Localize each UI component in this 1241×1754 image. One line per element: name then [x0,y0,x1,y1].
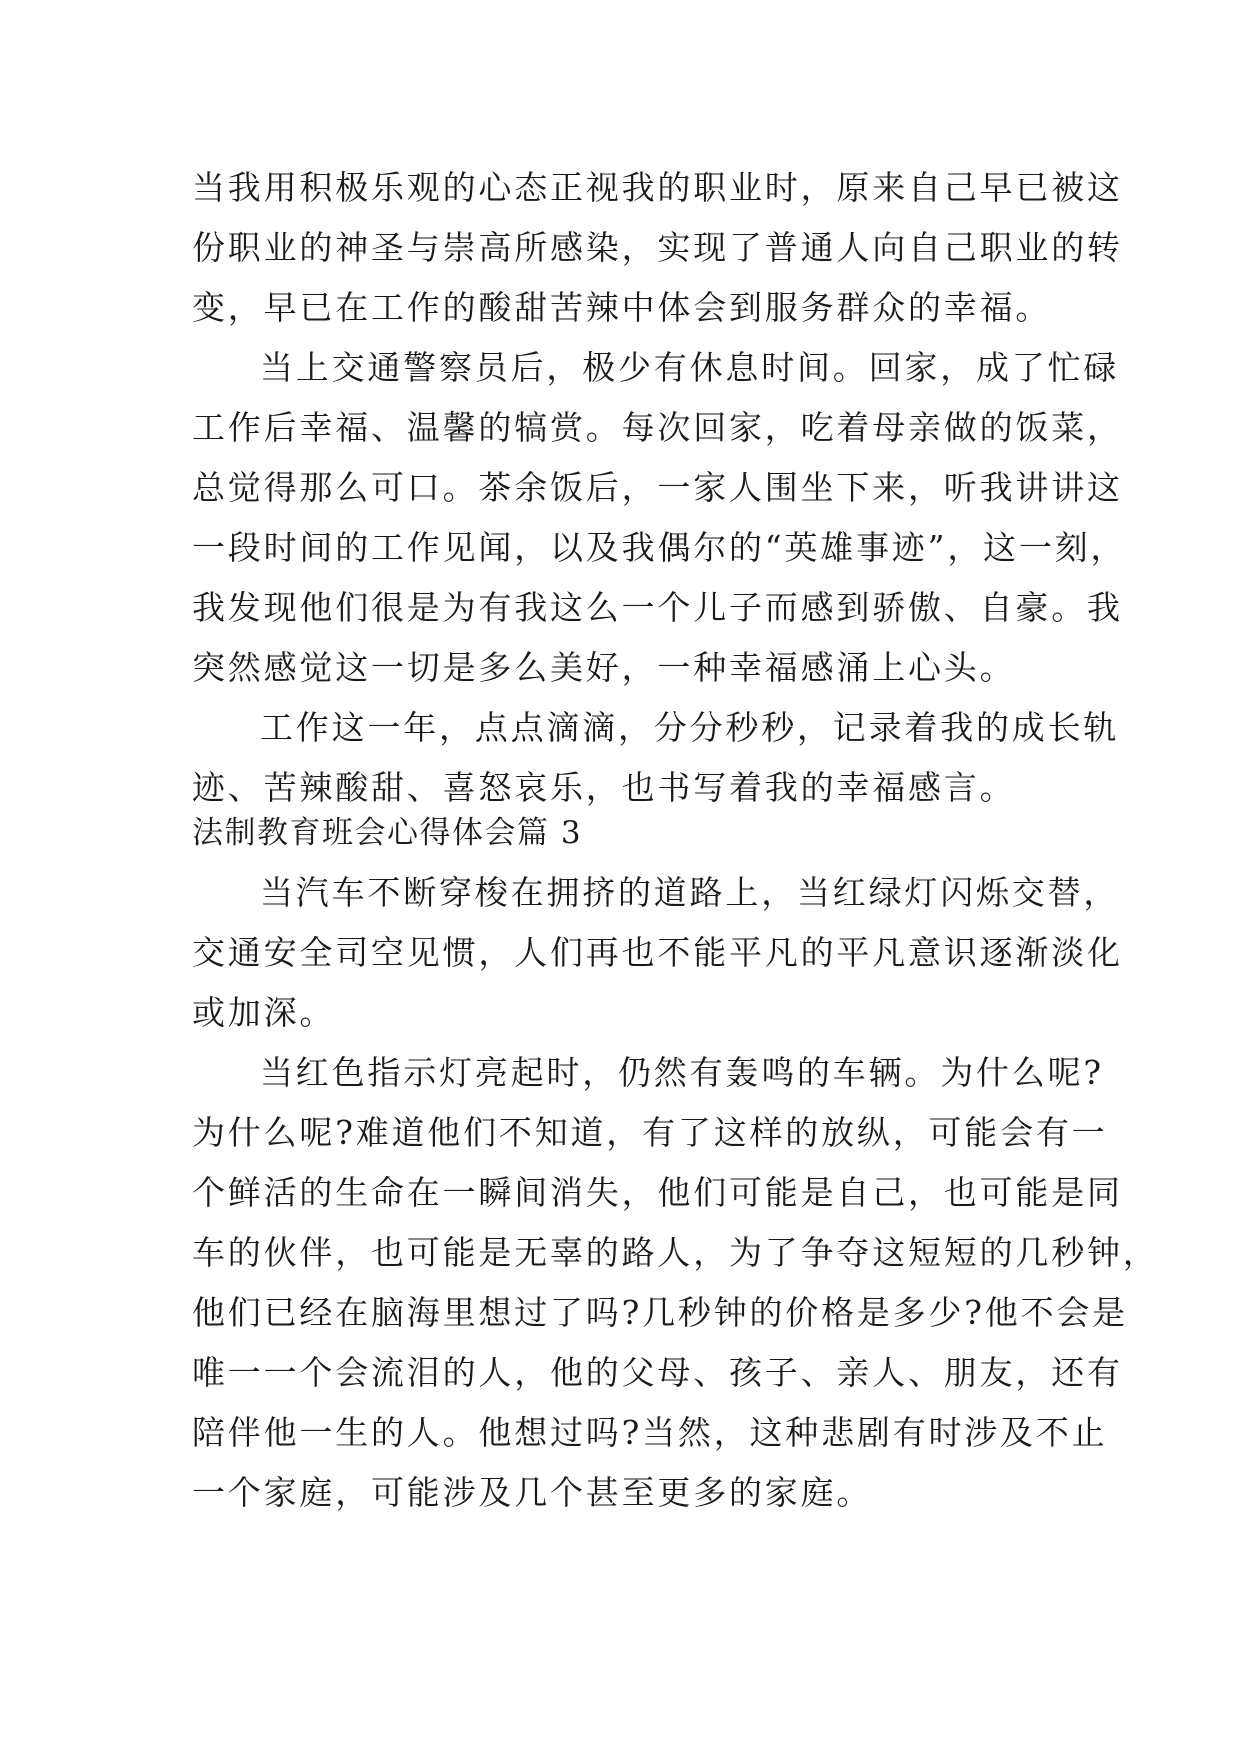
text-line: 唯一一个会流泪的人，他的父母、孩子、亲人、朋友，还有 [192,1353,1123,1392]
paragraph-start-line: 当红色指示灯亮起时，仍然有轰鸣的车辆。为什么呢? [260,1053,1104,1092]
text-line: 他们已经在脑海里想过了吗?几秒钟的价格是多少?他不会是 [192,1293,1128,1332]
text-line: 或加深。 [192,993,336,1032]
text-line: 交通安全司空见惯，人们再也不能平凡的平凡意识逐渐淡化 [192,933,1123,972]
text-line: 陪伴他一生的人。他想过吗?当然，这种悲剧有时涉及不止 [192,1413,1108,1452]
text-line: 突然感觉这一切是多么美好，一种幸福感涌上心头。 [192,648,1016,687]
section-2-text [192,863,1159,1523]
text-line: 工作后幸福、温馨的犒赏。每次回家，吃着母亲做的饭菜， [192,408,1123,447]
paragraph-start-line: 当汽车不断穿梭在拥挤的道路上，当红绿灯闪烁交替， [260,873,1120,912]
section-1-text [192,158,1127,818]
section-heading: 法制教育班会心得体会篇 3 [192,815,583,851]
paragraph-start-line: 当上交通警察员后，极少有休息时间。回家，成了忙碌 [260,348,1120,387]
text-line: 车的伙伴，也可能是无辜的路人，为了争夺这短短的几秒钟， [192,1233,1159,1272]
text-line: 总觉得那么可口。茶余饭后，一家人围坐下来，听我讲讲这 [192,468,1123,507]
text-line: 当我用积极乐观的心态正视我的职业时，原来自己早已被这 [192,168,1123,207]
text-line: 为什么呢?难道他们不知道，有了这样的放纵，可能会有一 [192,1113,1108,1152]
text-line: 一段时间的工作见闻，以及我偶尔的“英雄事迹”，这一刻， [192,528,1127,567]
text-line: 份职业的神圣与崇高所感染，实现了普通人向自己职业的转 [192,228,1123,267]
text-line: 一个家庭，可能涉及几个甚至更多的家庭。 [192,1473,873,1512]
paragraph-start-line: 工作这一年，点点滴滴，分分秒秒，记录着我的成长轨 [260,708,1120,747]
text-line: 我发现他们很是为有我这么一个儿子而感到骄傲、自豪。我 [192,588,1123,627]
text-line: 个鲜活的生命在一瞬间消失，他们可能是自己，也可能是同 [192,1173,1123,1212]
text-line: 迹、苦辣酸甜、喜怒哀乐，也书写着我的幸福感言。 [192,768,1016,807]
text-line: 变，早已在工作的酸甜苦辣中体会到服务群众的幸福。 [192,288,1052,327]
